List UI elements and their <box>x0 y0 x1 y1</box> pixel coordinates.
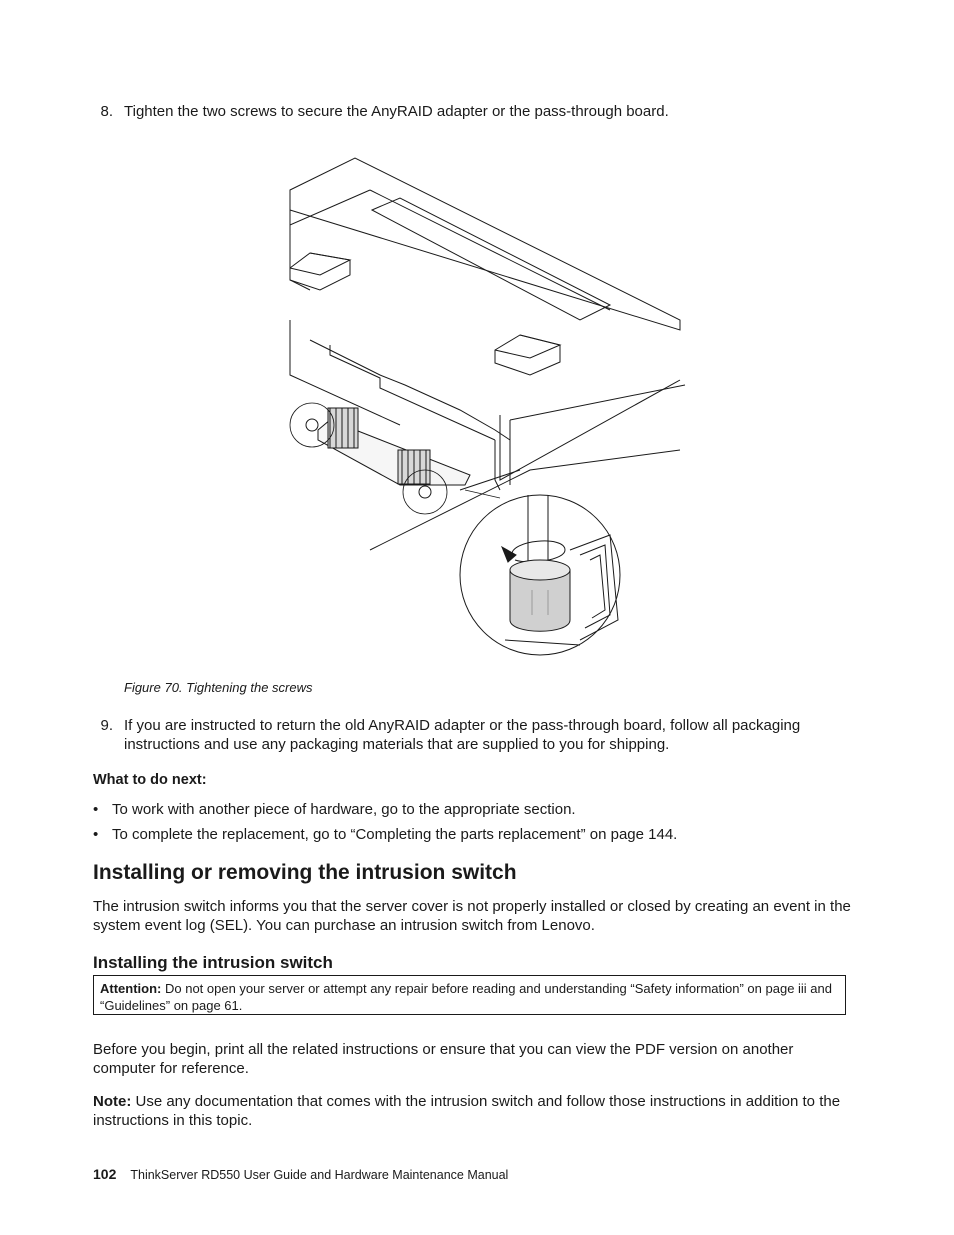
note-label: Note: <box>93 1093 132 1110</box>
step-text: If you are instructed to return the old AnyRAID adapter or the pass-through board, follow all packaging instructions and use any packaging materials that are supplied to you for shipping. <box>124 717 801 753</box>
before-you-begin-paragraph: Before you begin, print all the related instructions or ensure that you can view the PDF version on another computer for reference. <box>93 1041 794 1077</box>
list-item-text: To work with another piece of hardware, go to the appropriate section. <box>112 801 576 818</box>
bullet-icon: • <box>93 801 99 818</box>
bullet-icon: • <box>93 826 99 843</box>
page-number: 102 <box>93 1166 117 1182</box>
note-paragraph <box>93 1092 853 1130</box>
page-footer <box>93 1166 508 1182</box>
list-item-text: To complete the replacement, go to “Completing the parts replacement” on page 144. <box>112 826 678 843</box>
attention-notice <box>93 975 846 1015</box>
section-heading: Installing or removing the intrusion switch <box>93 861 517 884</box>
server-illustration <box>280 150 700 660</box>
step-number: 9. <box>100 717 113 734</box>
step-text: Tighten the two screws to secure the AnyRAID adapter or the pass-through board. <box>124 103 669 120</box>
attention-text: Do not open your server or attempt any repair before reading and understanding “Safety information” on page iii and “Guidelines” on page 61. <box>100 981 832 1013</box>
subsection-heading: Installing the intrusion switch <box>93 953 333 972</box>
manual-title: ThinkServer RD550 User Guide and Hardware Maintenance Manual <box>130 1168 509 1182</box>
what-to-do-next-heading: What to do next: <box>93 772 207 788</box>
step-number: 8. <box>100 103 113 120</box>
figure-caption: Figure 70. Tightening the screws <box>124 680 313 695</box>
note-text: Use any documentation that comes with the intrusion switch and follow those instructions in addition to the instructions in this topic. <box>93 1093 841 1129</box>
section-intro: The intrusion switch informs you that the server cover is not properly installed or closed by creating an event in the system event log (SEL). You can purchase an intrusion switch from Lenovo. <box>93 898 851 934</box>
figure-tightening-screws <box>280 150 700 660</box>
attention-label: Attention: <box>100 981 162 996</box>
